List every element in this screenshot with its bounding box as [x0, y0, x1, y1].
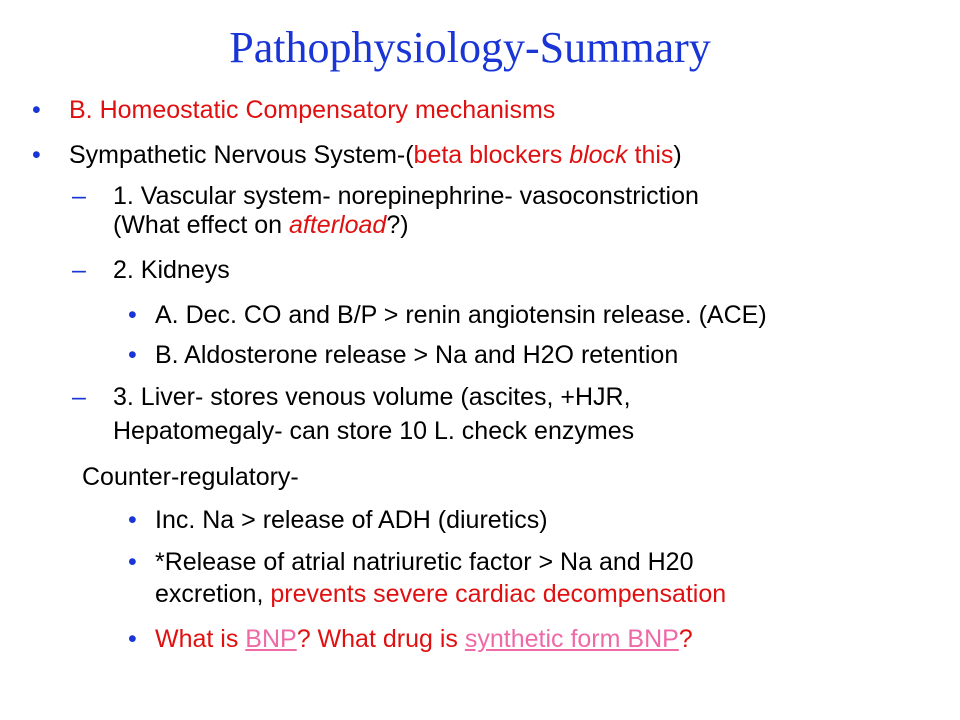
text-segment-red-italic: afterload: [289, 211, 387, 239]
bullet-marker: •: [32, 141, 41, 169]
dash-marker: –: [72, 182, 86, 210]
text-segment-red: prevents severe cardiac decompensation: [270, 580, 727, 608]
text-segment: (What effect on: [113, 211, 290, 239]
subitem-adh-release: Inc. Na > release of ADH (diuretics): [155, 506, 548, 534]
text-segment-red: this: [627, 141, 674, 169]
bullet-marker: •: [128, 625, 137, 653]
subitem-renin-angiotensin: A. Dec. CO and B/P > renin angiotensin release. (ACE): [155, 301, 767, 329]
subitem-bnp-question: [155, 624, 693, 654]
bullet-marker: •: [128, 548, 137, 576]
synthetic-bnp-link[interactable]: synthetic form BNP: [464, 625, 679, 653]
item-kidneys: 2. Kidneys: [113, 256, 230, 284]
item-liver-line2: Hepatomegaly- can store 10 L. check enzymes: [113, 417, 635, 445]
text-segment-red: ?: [678, 625, 693, 653]
subitem-atrial-natriuretic-line1: *Release of atrial natriuretic factor > Na and H20: [155, 548, 694, 576]
subitem-atrial-natriuretic-line2: [155, 579, 726, 609]
bnp-link[interactable]: BNP: [245, 625, 297, 653]
text-segment: Sympathetic Nervous System-(: [69, 141, 414, 169]
bullet-marker: •: [32, 96, 41, 124]
slide-title: Pathophysiology-Summary: [229, 23, 711, 72]
heading-counter-regulatory: Counter-regulatory-: [82, 463, 299, 491]
text-segment: ?): [386, 211, 409, 239]
dash-marker: –: [72, 256, 86, 284]
bullet-marker: •: [128, 341, 137, 369]
bullet-sympathetic-nervous-system: [69, 140, 682, 170]
subitem-aldosterone: B. Aldosterone release > Na and H2O retention: [155, 341, 679, 369]
item-vascular-system-line1: 1. Vascular system- norepinephrine- vasoconstriction: [113, 182, 699, 210]
bullet-homeostatic-mechanisms: B. Homeostatic Compensatory mechanisms: [69, 96, 556, 124]
bullet-marker: •: [128, 506, 137, 534]
item-vascular-system-line2: [113, 210, 409, 240]
text-segment-red-italic: block: [569, 141, 628, 169]
text-segment-red: ? What drug is: [296, 625, 465, 653]
text-segment-red: beta blockers: [413, 141, 570, 169]
text-segment: excretion,: [155, 580, 271, 608]
item-liver-line1: 3. Liver- stores venous volume (ascites, +HJR,: [113, 383, 631, 411]
text-segment-red: What is: [155, 625, 246, 653]
bullet-marker: •: [128, 301, 137, 329]
dash-marker: –: [72, 383, 86, 411]
text-segment: ): [673, 141, 682, 169]
